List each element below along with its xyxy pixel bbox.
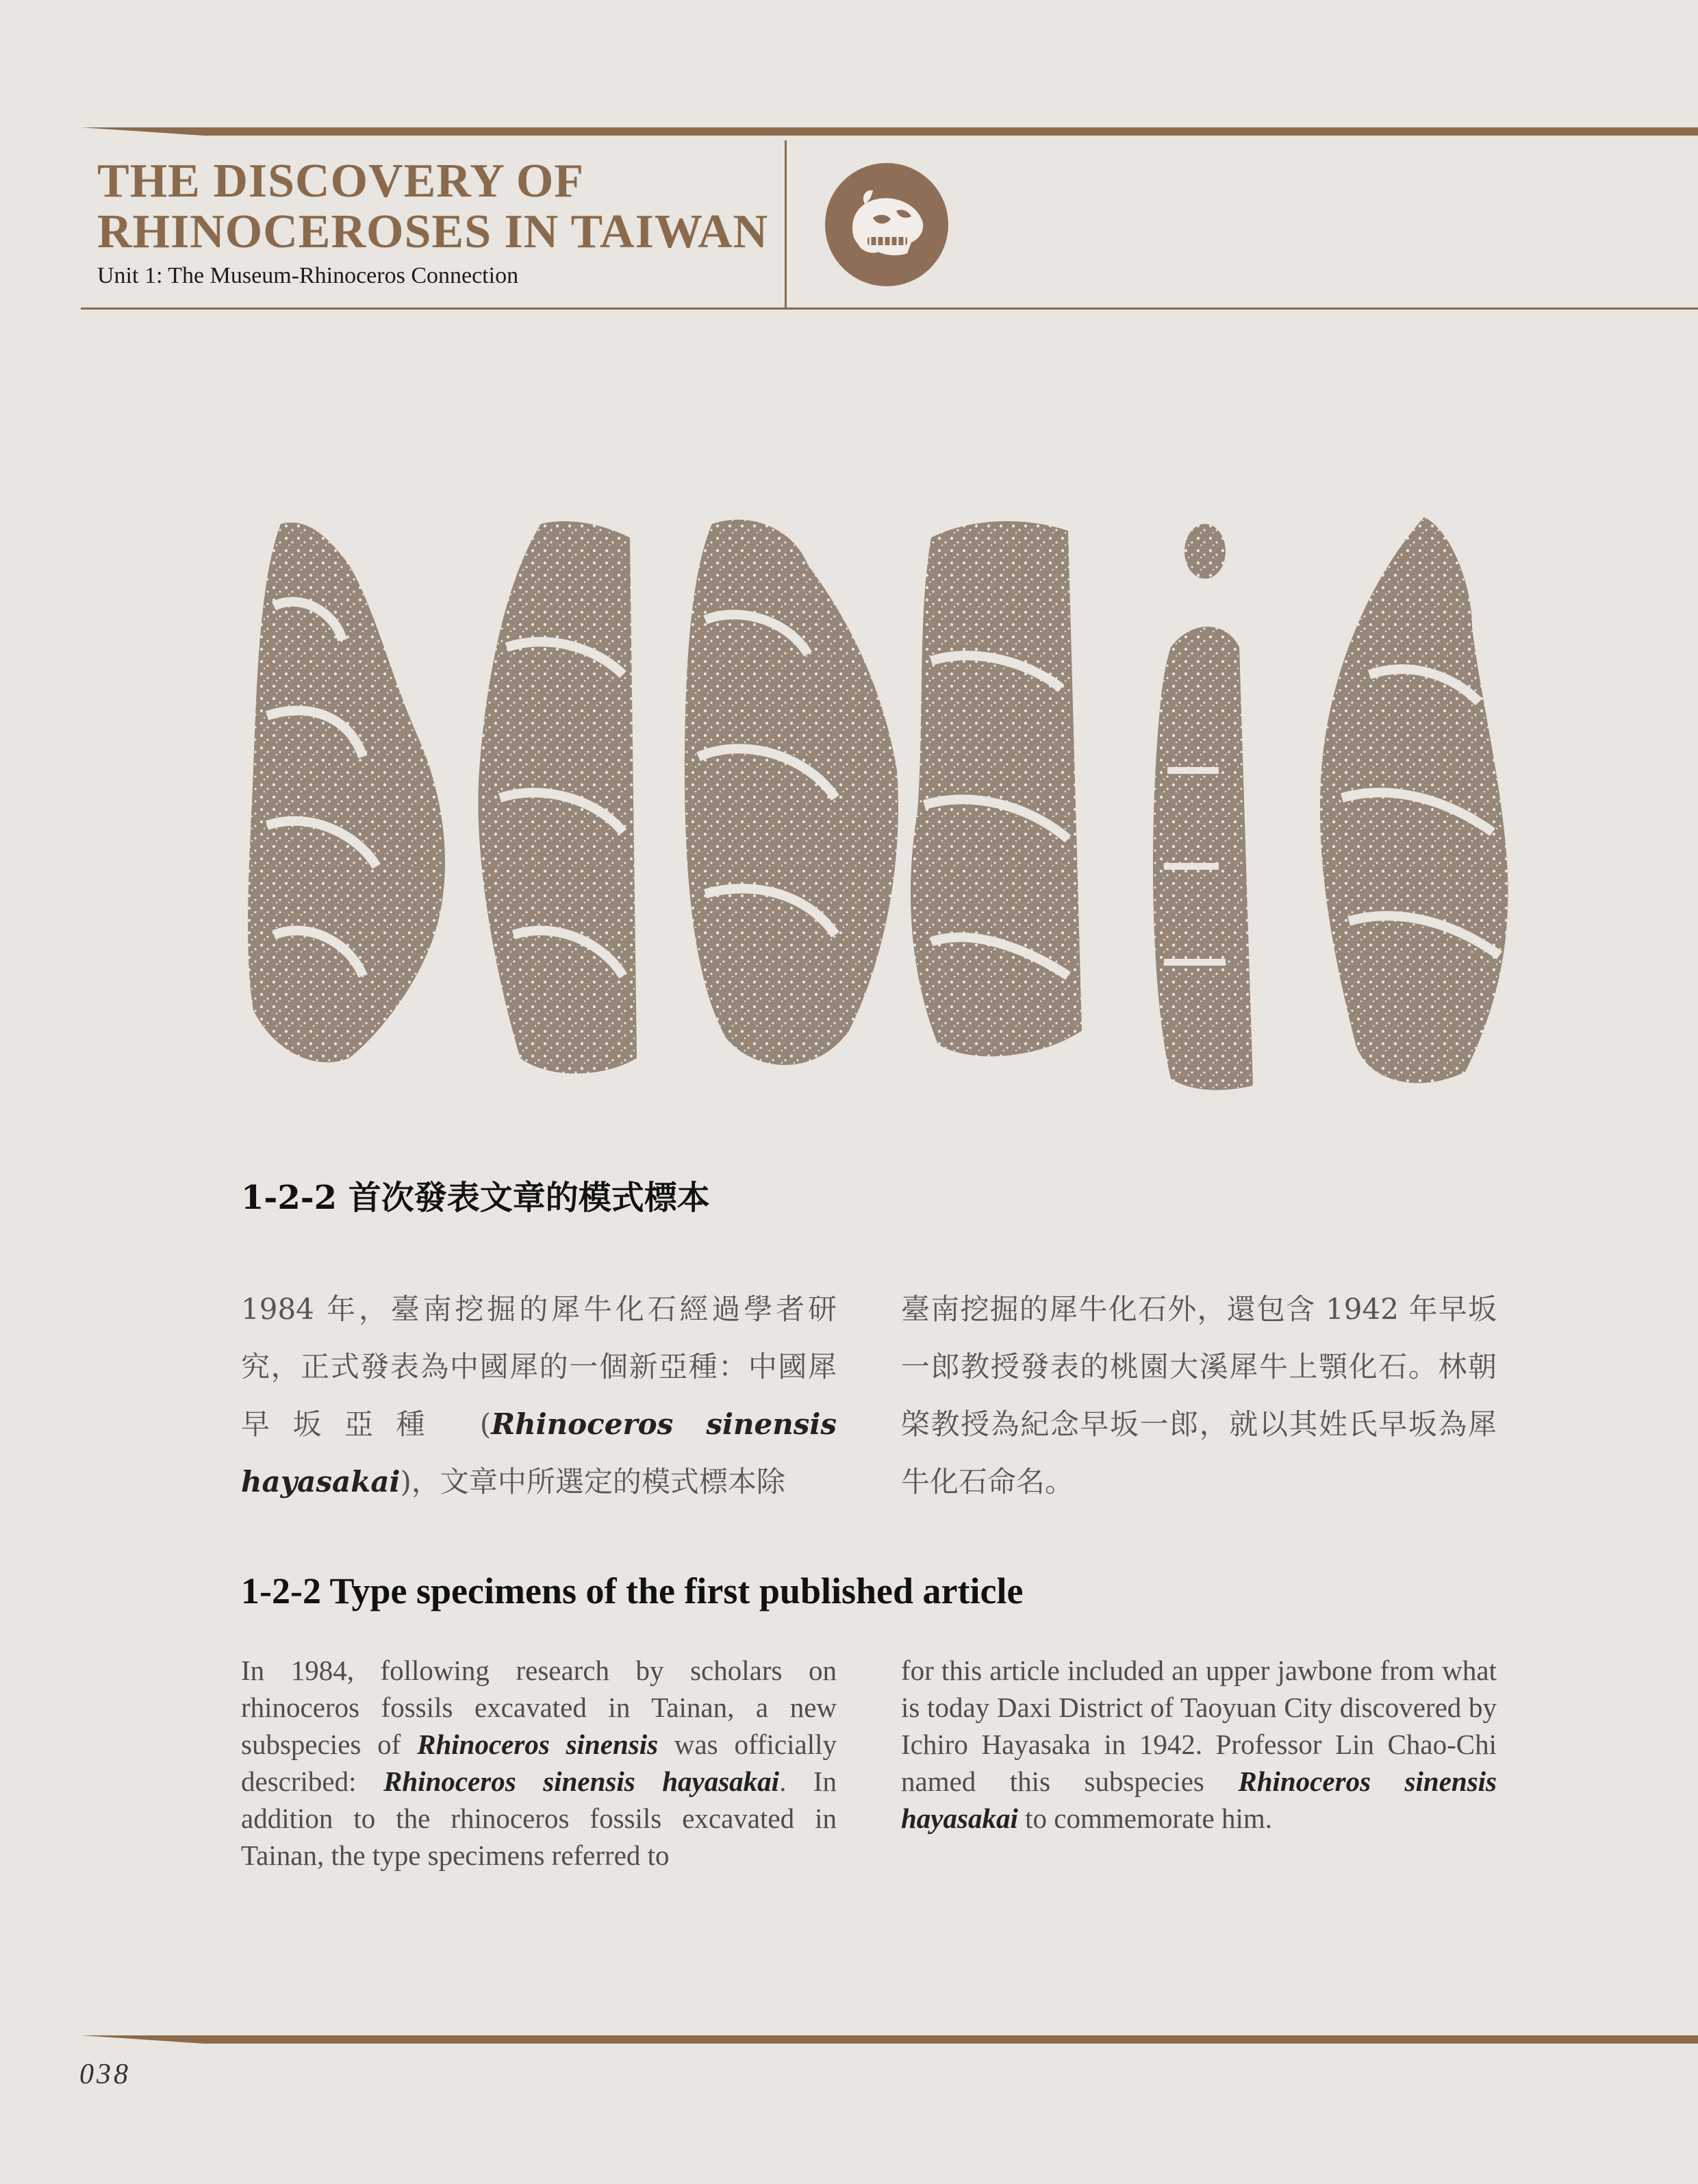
en-section-heading: 1-2-2 Type specimens of the first published article <box>241 1570 1024 1611</box>
title-line-2: RHINOCEROSES IN TAIWAN <box>97 205 769 258</box>
en-text: was officially described: <box>241 1729 837 1797</box>
zh-paragraph-left <box>241 1281 837 1511</box>
zh-text: )，文章中所選定的模式標本除 <box>400 1465 785 1498</box>
zh-scientific-name: Rhinoceros sinensis hayasakai <box>241 1407 837 1498</box>
header-divider <box>785 140 787 309</box>
fossil-6 <box>1320 517 1508 1083</box>
unit-subtitle: Unit 1: The Museum-Rhinoceros Connection <box>97 263 519 288</box>
en-text: for this article included an upper jawbone from what is today Daxi District of Taoyuan City discovered by Ichiro Hayasaka in 1942. Professor Lin Chao-Chi named this subspecies <box>901 1655 1497 1797</box>
rhino-skull-icon <box>825 163 948 286</box>
fossil-5 <box>1153 524 1253 1090</box>
zh-section-heading: 1-2-2 首次發表文章的模式標本 <box>241 1179 710 1217</box>
footer-rule <box>81 2034 1698 2044</box>
en-text: In 1984, following research by scholars on rhinoceros fossils excavated in Tainan, a new subspecies of <box>241 1655 837 1760</box>
zh-text: 1984 年，臺南挖掘的犀牛化石經過學者研究，正式發表為中國犀的一個新亞種：中國犀早坂亞種 ( <box>241 1292 837 1441</box>
en-scientific-name: Rhinoceros sinensis <box>417 1729 659 1760</box>
header-rule <box>81 126 1698 136</box>
en-text: . In addition to the rhinoceros fossils excavated in Tainan, the type specimens referred to <box>241 1766 837 1871</box>
fossil-1 <box>248 523 445 1062</box>
en-text: to commemorate him. <box>1017 1803 1273 1834</box>
en-paragraph-left <box>241 1652 837 1874</box>
en-scientific-name: Rhinoceros sinensis hayasakai <box>383 1766 780 1797</box>
fossil-3 <box>685 520 898 1065</box>
en-scientific-name: Rhinoceros sinensis hayasakai <box>901 1766 1497 1834</box>
rhino-tooth-fossils-image <box>246 510 1513 1099</box>
fossil-2 <box>478 521 637 1073</box>
page-title <box>97 156 775 258</box>
title-line-1: THE DISCOVERY OF <box>97 155 585 208</box>
page-number: 038 <box>79 2059 131 2090</box>
en-paragraph-right <box>901 1652 1497 1837</box>
zh-paragraph-right: 臺南挖掘的犀牛化石外，還包含 1942 年早坂一郎教授發表的桃園大溪犀牛上顎化石。林朝棨教授為紀念早坂一郎，就以其姓氏早坂為犀牛化石命名。 <box>901 1292 1497 1498</box>
fossil-4 <box>911 521 1082 1056</box>
header-bottom-rule <box>81 307 1698 310</box>
